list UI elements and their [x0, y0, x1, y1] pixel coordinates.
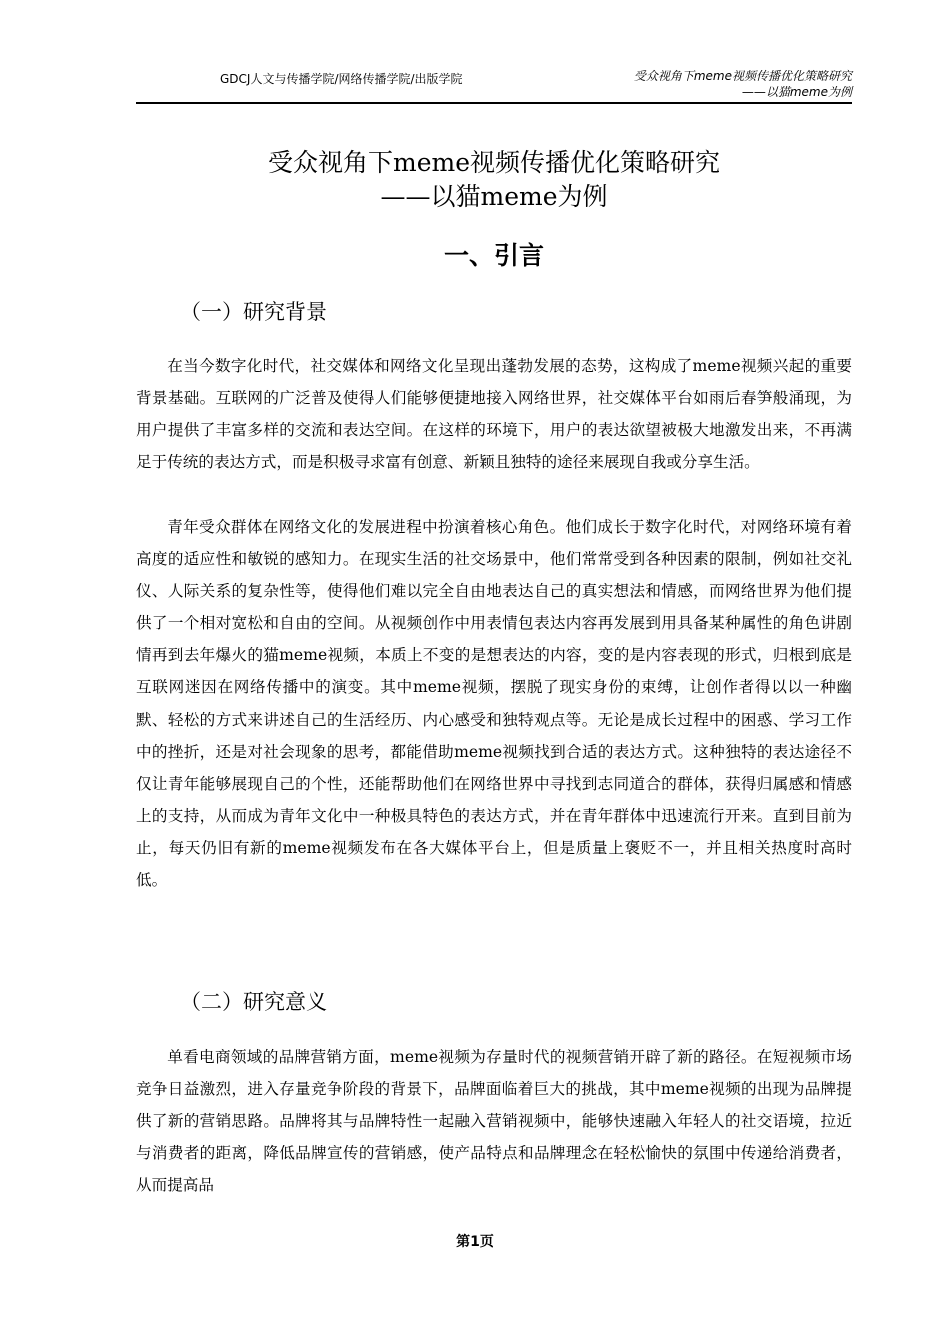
paper-title-line2: ——以猫meme为例 — [380, 182, 608, 211]
subsection-heading-background: （一）研究背景 — [180, 300, 327, 324]
paper-title — [136, 146, 852, 214]
subsection-heading-significance: （二）研究意义 — [180, 990, 327, 1014]
paragraph-background-2: 青年受众群体在网络文化的发展进程中扮演着核心角色。他们成长于数字化时代，对网络环境有着高度的适应性和敏锐的感知力。在现实生活的社交场景中，他们常常受到各种因素的限制，例如社交礼仪、人际关系的复杂性等，使得他们难以完全自由地表达自己的真实想法和情感，而网络世界为他们提供了一个相对宽松和自由的空间。从视频创作中用表情包表达内容再发展到用具备某种属性的角色讲剧情再到去年爆火的猫meme视频，本质上不变的是想表达的内容，变的是内容表现的形式，归根到底是互联网迷因在网络传播中的演变。其中meme视频，摆脱了现实身份的束缚，让创作者得以以一种幽默、轻松的方式来讲述自己的生活经历、内心感受和独特观点等。无论是成长过程中的困惑、学习工作中的挫折，还是对社会现象的思考，都能借助meme视频找到合适的表达方式。这种独特的表达途径不仅让青年能够展现自己的个性，还能帮助他们在网络世界中寻找到志同道合的群体，获得归属感和情感上的支持，从而成为青年文化中一种极具特色的表达方式，并在青年群体中迅速流行开来。直到目前为止，每天仍旧有新的meme视频发布在各大媒体平台上，但是质量上褒贬不一，并且相关热度时高时低。 — [136, 518, 852, 890]
header-title — [634, 68, 852, 100]
page-number: 第1页 — [456, 1234, 494, 1250]
header-title-line2: ——以猫meme为例 — [741, 85, 852, 99]
header-institution: GDCJ人文与传播学院/网络传播学院/出版学院 — [220, 72, 463, 86]
paper-title-line1: 受众视角下meme视频传播优化策略研究 — [267, 148, 720, 177]
running-header — [136, 64, 852, 104]
paragraph-significance-1: 单看电商领域的品牌营销方面，meme视频为存量时代的视频营销开辟了新的路径。在短视频市场竞争日益激烈，进入存量竞争阶段的背景下，品牌面临着巨大的挑战，其中meme视频的出现为品牌提供了新的营销思路。品牌将其与品牌特性一起融入营销视频中，能够快速融入年轻人的社交语境，拉近与消费者的距离，降低品牌宣传的营销感，使产品特点和品牌理念在轻松愉快的氛围中传递给消费者，从而提高品 — [136, 1048, 852, 1195]
section-heading-introduction: 一、引言 — [443, 241, 544, 270]
paragraph-background-1: 在当今数字化时代，社交媒体和网络文化呈现出蓬勃发展的态势，这构成了meme视频兴起的重要背景基础。互联网的广泛普及使得人们能够便捷地接入网络世界，社交媒体平台如雨后春笋般涌现，为用户提供了丰富多样的交流和表达空间。在这样的环境下，用户的表达欲望被极大地激发出来，不再满足于传统的表达方式，而是积极寻求富有创意、新颖且独特的途径来展现自我或分享生活。 — [136, 357, 852, 472]
header-title-line1: 受众视角下meme视频传播优化策略研究 — [633, 69, 852, 83]
